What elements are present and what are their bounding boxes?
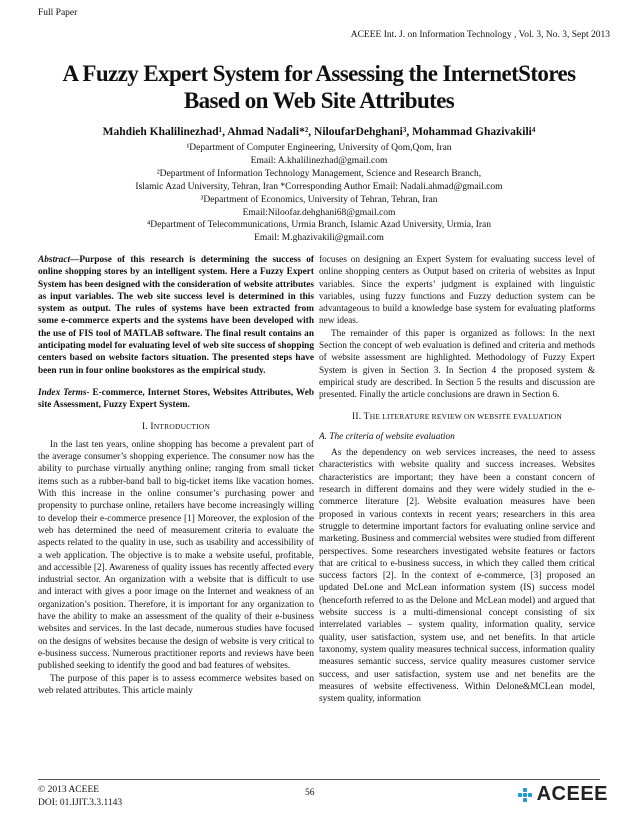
- copyright: © 2013 ACEEE: [38, 785, 100, 795]
- title-line-2: Based on Web Site Attributes: [183, 88, 455, 113]
- aceee-logo: [518, 783, 608, 806]
- affiliations: [20, 142, 618, 245]
- index-terms: [38, 387, 314, 412]
- affiliation-line: ²Department of Information Technology Management, Science and Research Branch,: [156, 168, 482, 179]
- page-number: 56: [305, 788, 315, 798]
- abstract-text: Purpose of this research is determining the success of online shopping stores by an intelligent system. Here a Fuzzy Expert System has been designed with the consideration of website attributes as input variables. The web site success level is determined in this system as output. The rules of systems have been extracted from some e-commerce experts and the systems have been developed with the use of FIS tool of MATLAB software. The final result contains an anticipating model for evaluating level of web site success of shopping centers based on website factors situation. The presented steps have been run in four online bookstores as the empirical study.: [38, 255, 314, 376]
- index-terms-label: Index Terms-: [38, 387, 90, 398]
- section-number: II. T: [351, 411, 370, 422]
- footer-info: [38, 784, 122, 809]
- subsection-heading: A. The criteria of website evaluation: [319, 431, 455, 442]
- affiliation-line: ¹Department of Computer Engineering, University of Qom,Qom, Iran: [186, 143, 452, 153]
- paper-title: [20, 60, 618, 114]
- author-list: Mahdieh Khalilinezhad¹, Ahmad Nadali*², NiloufarDehghani³, Mohammad Ghazivakili⁴: [102, 126, 536, 138]
- journal-citation: ACEEE Int. J. on Information Technology , Vol. 3, No. 3, Sept 2013: [350, 30, 610, 40]
- right-column: [319, 254, 595, 774]
- title-line-1: A Fuzzy Expert System for Assessing the InternetStores: [62, 61, 576, 86]
- affiliation-line: ⁴Department of Telecommunications, Urmia Branch, Islamic Azad University, Urmia, Iran: [146, 220, 491, 231]
- section-number: I. I: [141, 421, 154, 432]
- body-paragraph: The remainder of this paper is organized as follows: In the next Section the concept of web evaluation is defined and criteria and methods of website assessment are highlighted. Methodology of Fuzzy Expert System is given in Section 3. In Section 4 the proposed system & empirical study are described. In Section 5 the results and discussion are presented. Finally the article conclusions are drawn in Section 6.: [319, 328, 595, 401]
- affiliation-line: ³Department of Economics, University of Tehran, Tehran, Iran: [200, 194, 438, 205]
- section-heading-literature-review: [319, 411, 595, 423]
- section-title: NTRODUCTION: [153, 421, 211, 431]
- abstract: [38, 254, 314, 377]
- full-paper-label: Full Paper: [38, 8, 78, 18]
- index-terms-text: E-commerce, Internet Stores, Websites Attributes, Web site Assessment, Fuzzy Expert System.: [38, 387, 314, 411]
- body-paragraph: focuses on designing an Expert System for evaluating success level of online shopping centers as Output based on criteria of websites as Input variables. Since the experts’ judgment is explained with linguistic variables, using fuzzy functions and Fuzzy deduction system can be advantageous to build a knowledge base system for evaluating platforms new ideas.: [319, 255, 595, 327]
- section-title: HE LITERATURE REVIEW ON WEBSITE EVALUATION: [369, 411, 563, 421]
- doi: DOI: 01.IJIT.3.3.1143: [38, 797, 123, 808]
- left-column: [38, 254, 314, 774]
- body-paragraph: As the dependency on web services increases, the need to assess characteristics with website quality and success increases. Websites characteristics are important; they have been a constant concern of research in different domains and they were widely studied in the e-commerce literature [2]. Website evaluation measures have been proposed in various contexts in recent years; researchers in this area struggle to determine important factors for evaluating online service and marketing. Business and commercial websites were studied from different perspectives. Some researchers investigated website features or factors that are critical to e-business success, in which they called them critical success factors [2]. In the context of e-commerce, [3] proposed an updated DeLone and McLean information system (IS) success model (henceforth referred to as the Delone and McLean model) and argued that website success is a multi-dimensional concept consisting of six interrelated variables – system quality, information quality, service quality, user satisfaction, system use, and net benefits. In that article taxonomy, system quality measures technical success, information quality measures semantic success, service quality measures customer service success, and user satisfaction, system use and net benefits are the measures of website effectiveness. Within Delone&MCLean model, system quality, information: [319, 448, 595, 705]
- section-heading-introduction: [38, 421, 314, 433]
- body-paragraph: In the last ten years, online shopping has become a prevalent part of the average consumer’s shopping experience. The consumer now has the ability to purchase virtually anything online; ranging from small ticket items such as a rubber-band ball to big-ticket items like vacation homes. With this increase in the online consumer’s purchasing power and propensity to purchase online, retailers have become increasingly willing to develop their e-commerce presence [1] Moreover, the explosion of the web has determined the need of measurement criteria to evaluate the aspects related to the quality in use, such as usability and accessibility of a web application. The objective is to make a website useful, profitable, and accessible [2]. Awareness of quality issues has recently affected every industrial sector. An organization with a website that is difficult to use and interact with gives a poor image on the Internet and weakness of an organization’s position. Therefore, it is important for any organization to have the ability to make an assessment of the quality of their e-business websites and services. In the last decade, numerous studies have focused on the designs of websites because the design of website is very critical to e-business success. Numerous practitioner reports and reviews have been published seeking to identify the good and bad features of websites.: [38, 439, 314, 672]
- footer-rule: [38, 779, 600, 780]
- affiliation-line: Email:Niloofar.dehghani68@gmail.com: [242, 207, 396, 218]
- affiliation-line: Email: A.khalilinezhad@gmail.com: [250, 155, 388, 166]
- affiliation-line: Email: M.ghazivakili@gmail.com: [254, 233, 384, 244]
- affiliation-line: Islamic Azad University, Tehran, Iran *Corresponding Author Email: Nadali.ahmad@gmail.com: [135, 181, 503, 192]
- logo-text: ACEEE: [536, 783, 608, 805]
- abstract-label: Abstract—: [38, 255, 80, 265]
- logo-dots-icon: [518, 787, 534, 803]
- body-paragraph: The purpose of this paper is to assess ecommerce websites based on web related attributes. This article mainly: [38, 673, 314, 696]
